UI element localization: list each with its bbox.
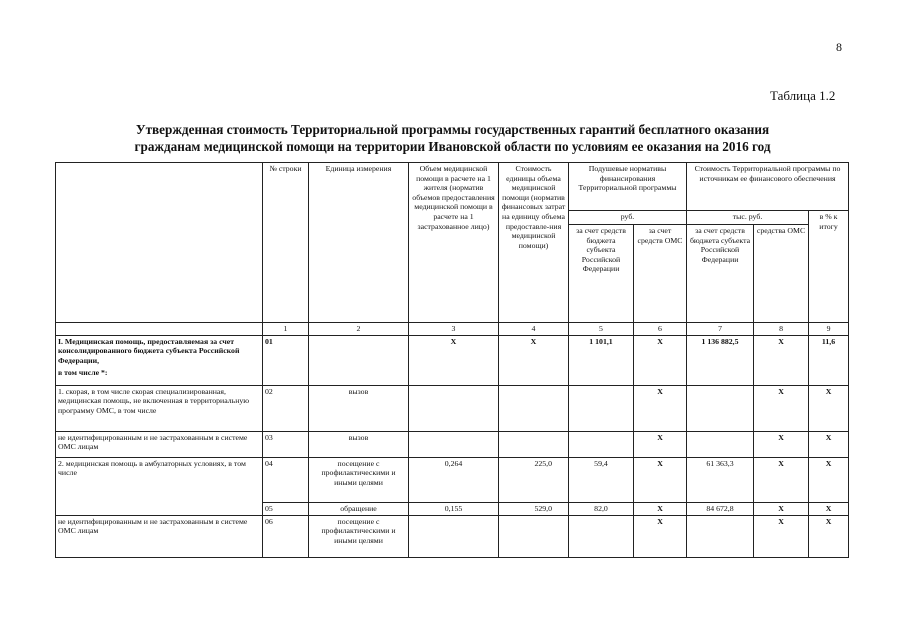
column-number: 8 [754, 323, 809, 336]
row-number: 03 [263, 431, 309, 457]
row-number: 04 [263, 457, 309, 502]
column-number-empty [56, 323, 263, 336]
row-volume [409, 431, 499, 457]
row-volume: X [409, 335, 499, 385]
row-name: 1. скорая, в том числе скорая специализированная, медицинская помощь, не включенная в территориальную программу ОМС, в том числе [56, 385, 263, 431]
row-cost [499, 431, 569, 457]
header-rub: руб. [569, 211, 687, 225]
row-oms-rub: X [634, 457, 687, 502]
row-name-text: I. Медицинская помощь, предоставляемая за счет консолидированного бюджета субъекта Российской Федерации, [58, 336, 240, 365]
row-oms-thousand: X [754, 431, 809, 457]
row-name: 2. медицинская помощь в амбулаторных условиях, в том числе [56, 457, 263, 515]
header-cost: Стоимость единицы объема медицинской помощи (норматив финансовых затрат на единицу объема предоставле-ния медицинской помощи) [499, 163, 569, 323]
row-oms-thousand: X [754, 335, 809, 385]
header-row-1 [56, 163, 849, 211]
header-volume: Объем медицинской помощи в расчете на 1 жителя (норматив объемов предоставления медицинской помощи в расчете на 1 застрахованное лицо) [409, 163, 499, 323]
row-oms-rub: X [634, 502, 687, 515]
row-cost [499, 385, 569, 431]
cost-table [55, 162, 849, 558]
row-number: 02 [263, 385, 309, 431]
row-unit: посещение с профилактическими и иными целями [309, 457, 409, 502]
row-volume [409, 515, 499, 557]
row-percent: X [809, 502, 849, 515]
column-number: 6 [634, 323, 687, 336]
row-percent: X [809, 457, 849, 502]
header-thousand-rub: тыс. руб. [687, 211, 809, 225]
table-row [56, 335, 849, 385]
row-unit [309, 335, 409, 385]
row-oms-rub: X [634, 431, 687, 457]
row-budget-rub: 59,4 [569, 457, 634, 502]
row-cost: X [499, 335, 569, 385]
row-oms-thousand: X [754, 385, 809, 431]
row-oms-thousand: X [754, 515, 809, 557]
row-budget-thousand [687, 431, 754, 457]
row-cost: 529,0 [499, 502, 569, 515]
header-percent-total: в % к итогу [809, 211, 849, 323]
row-budget-thousand: 84 672,8 [687, 502, 754, 515]
row-number: 06 [263, 515, 309, 557]
column-number-row [56, 323, 849, 336]
title-line-2: гражданам медицинской помощи на территории Ивановской области по условиям ее оказания на 2016 год [134, 139, 771, 154]
row-volume: 0,155 [409, 502, 499, 515]
row-percent: X [809, 385, 849, 431]
title-line-1: Утвержденная стоимость Территориальной программы государственных гарантий бесплатного оказания [135, 122, 770, 137]
row-name: не идентифицированным и не застрахованным в системе ОМС лицам [56, 431, 263, 457]
column-number: 9 [809, 323, 849, 336]
row-budget-rub: 1 101,1 [569, 335, 634, 385]
row-budget-thousand: 61 363,3 [687, 457, 754, 502]
row-budget-thousand: 1 136 882,5 [687, 335, 754, 385]
column-number: 3 [409, 323, 499, 336]
header-unit: Единица измерения [309, 163, 409, 323]
row-cost: 225,0 [499, 457, 569, 502]
row-unit: обращение [309, 502, 409, 515]
row-budget-thousand [687, 515, 754, 557]
table-row [56, 385, 849, 431]
row-cost [499, 515, 569, 557]
header-empty-cell [56, 163, 263, 323]
row-budget-thousand [687, 385, 754, 431]
row-number: 05 [263, 502, 309, 515]
row-oms-rub: X [634, 335, 687, 385]
header-row-no: № строки [263, 163, 309, 323]
row-percent: X [809, 515, 849, 557]
row-oms-thousand: X [754, 502, 809, 515]
row-percent: 11,6 [809, 335, 849, 385]
row-name [56, 335, 263, 385]
column-number: 4 [499, 323, 569, 336]
row-number: 01 [263, 335, 309, 385]
row-unit: вызов [309, 431, 409, 457]
row-name: не идентифицированным и не застрахованным в системе ОМС лицам [56, 515, 263, 557]
row-volume: 0,264 [409, 457, 499, 502]
row-budget-rub [569, 385, 634, 431]
column-number: 5 [569, 323, 634, 336]
header-per-capita: Подушевые нормативы финансирования Территориальной программы [569, 163, 687, 211]
row-unit: вызов [309, 385, 409, 431]
row-oms-thousand: X [754, 457, 809, 502]
header-budget-funds-rub: за счет средств бюджета субъекта Российской Федерации [569, 225, 634, 323]
column-number: 1 [263, 323, 309, 336]
column-number: 2 [309, 323, 409, 336]
row-budget-rub: 82,0 [569, 502, 634, 515]
table-label: Таблица 1.2 [770, 88, 836, 103]
header-budget-funds-thousand: за счет средств бюджета субъекта Российской Федерации [687, 225, 754, 323]
table-row [56, 431, 849, 457]
row-percent: X [809, 431, 849, 457]
header-program-cost: Стоимость Территориальной программы по источникам ее финансового обеспечения [687, 163, 849, 211]
row-budget-rub [569, 515, 634, 557]
row-oms-rub: X [634, 385, 687, 431]
table-row [56, 515, 849, 557]
document-title [60, 121, 845, 155]
header-oms-funds-rub: за счет средств ОМС [634, 225, 687, 323]
row-budget-rub [569, 431, 634, 457]
row-name-subtext: в том числе *: [58, 368, 108, 378]
row-unit: посещение с профилактическими и иными целями [309, 515, 409, 557]
row-oms-rub: X [634, 515, 687, 557]
row-volume [409, 385, 499, 431]
header-oms-funds-thousand: средства ОМС [754, 225, 809, 323]
table-row [56, 457, 849, 502]
column-number: 7 [687, 323, 754, 336]
page-number: 8 [836, 40, 842, 54]
